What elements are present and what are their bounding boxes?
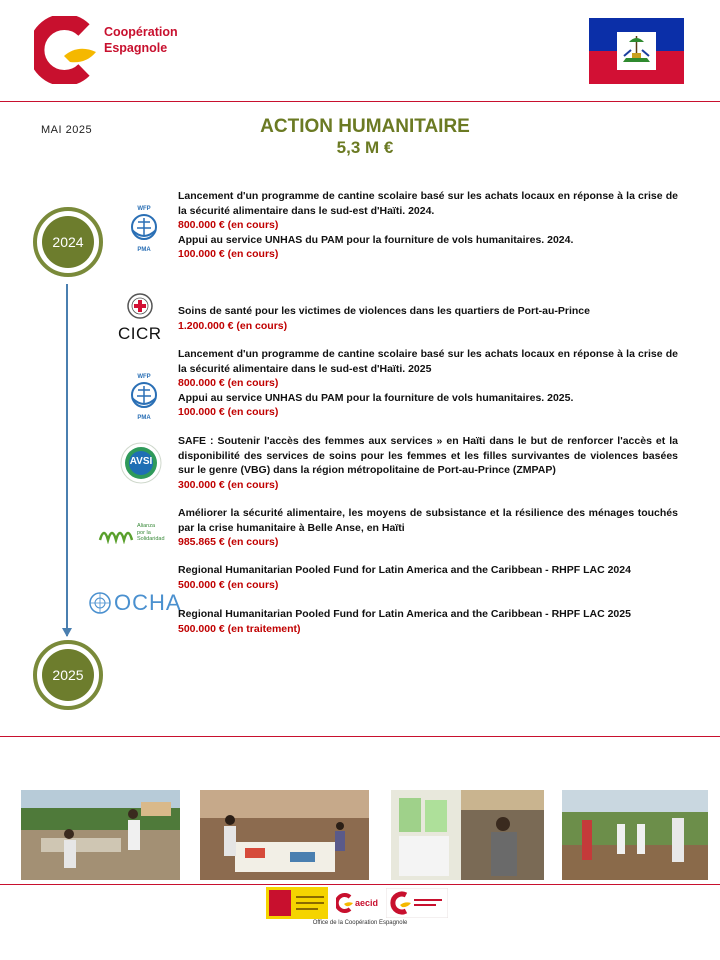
aecid-emblem-icon bbox=[336, 893, 354, 913]
total-amount: 5,3 M € bbox=[336, 138, 394, 157]
brand-name-line1: Coopération bbox=[104, 25, 178, 39]
entry-description: Améliorer la sécurité alimentaire, les moyens de subsistance et la résilience des ménages touchés par la crise humanitaire à Belle Anse, en Haïti bbox=[178, 507, 678, 534]
report-date: MAI 2025 bbox=[41, 124, 93, 136]
entry-amount: 1.200.000 € (en cours) bbox=[178, 319, 288, 332]
wfp-logo bbox=[126, 374, 162, 421]
cooperacion-espanola-small-logo-icon bbox=[386, 888, 448, 918]
entry-amount: 500.000 € (en cours) bbox=[178, 578, 279, 591]
alianza-label-line3: Solidaridad bbox=[137, 536, 165, 543]
entry-alianza bbox=[178, 506, 678, 550]
cicr-logo bbox=[118, 293, 162, 344]
timeline-arrow-icon bbox=[62, 628, 72, 637]
alianza-label-line2: por la bbox=[137, 529, 151, 536]
year-2024-badge bbox=[33, 207, 103, 277]
wfp-logo bbox=[126, 206, 162, 253]
photo-hygiene-kits bbox=[391, 790, 544, 880]
entry-amount: 100.000 € (en cours) bbox=[178, 248, 279, 260]
entry-wfp-2024 bbox=[178, 189, 678, 262]
brand-name-line2: Espagnole bbox=[104, 41, 168, 55]
un-emblem-icon bbox=[88, 591, 112, 615]
entry-description: Lancement d'un programme de cantine scolaire basé sur les achats locaux en réponse à la crise de la sécurité alimentaire dans le sud-est d'Haïti. 2024. bbox=[178, 190, 678, 217]
year-2024-label: 2024 bbox=[42, 216, 94, 268]
wfp-label-bottom: PMA bbox=[137, 415, 151, 421]
avsi-label: AVSI bbox=[129, 456, 153, 467]
haiti-flag-icon bbox=[589, 18, 684, 84]
ocha-label: OCHA bbox=[114, 590, 182, 615]
content-divider bbox=[0, 736, 720, 737]
footer-caption: Office de la Coopération Espagnole bbox=[312, 920, 408, 926]
entry-description: Soins de santé pour les victimes de violences dans les quartiers de Port-au-Prince bbox=[178, 305, 590, 317]
entry-amount: 800.000 € (en cours) bbox=[178, 219, 279, 231]
timeline-line bbox=[66, 284, 68, 636]
entry-amount: 300.000 € (en cours) bbox=[178, 478, 279, 491]
entry-amount: 500.000 € (en traitement) bbox=[178, 622, 301, 635]
alianza-label-line1: Alianza bbox=[137, 523, 156, 530]
year-2025-label: 2025 bbox=[42, 649, 94, 701]
year-2025-badge bbox=[33, 640, 103, 710]
entry-wfp-2025 bbox=[178, 347, 678, 420]
entry-ocha-2024 bbox=[178, 563, 678, 592]
header-divider bbox=[0, 101, 720, 102]
footer-logos bbox=[266, 887, 454, 919]
entry-description: SAFE : Soutenir l'accès des femmes aux services » en Haïti dans le but de renforcer l'accès et la disponibilité des services de soins pour les femmes et les filles survivantes de violences basées sur le genre (VBG) dans la région métropolitaine de Port-au-Prince (ZMPAP) bbox=[178, 435, 678, 476]
entry-description: Regional Humanitarian Pooled Fund for Latin America and the Caribbean - RHPF LAC 2024 bbox=[178, 564, 631, 576]
cicr-label: CICR bbox=[118, 324, 162, 343]
entry-ocha-2025 bbox=[178, 607, 678, 636]
aecid-label: aecid bbox=[355, 898, 379, 908]
footer-divider bbox=[0, 884, 720, 885]
red-cross-icon bbox=[126, 293, 154, 319]
alianza-emblem-icon bbox=[98, 522, 134, 544]
photo-community-meeting bbox=[200, 790, 369, 880]
photo-field-visit bbox=[562, 790, 708, 880]
alianza-label bbox=[137, 523, 165, 543]
photo-handwashing-station bbox=[21, 790, 180, 880]
entry-amount: 985.865 € (en cours) bbox=[178, 536, 279, 548]
entry-description: Regional Humanitarian Pooled Fund for Latin America and the Caribbean - RHPF LAC 2025 bbox=[178, 608, 631, 620]
wfp-emblem-icon bbox=[126, 380, 162, 410]
entry-amount: 800.000 € (en cours) bbox=[178, 377, 279, 389]
aecid-logo bbox=[336, 893, 378, 913]
cooperacion-espanola-logo-icon bbox=[34, 16, 98, 84]
alianza-logo bbox=[98, 522, 165, 544]
entry-description: Lancement d'un programme de cantine scolaire basé sur les achats locaux en réponse à la crise de la sécurité alimentaire dans le sud-est d'Haïti. 2025 bbox=[178, 348, 678, 375]
wfp-label-bottom: PMA bbox=[137, 247, 151, 253]
page-title: ACTION HUMANITAIRE bbox=[260, 116, 470, 137]
embassy-of-spain-logo-icon bbox=[266, 887, 328, 919]
wfp-label-top: WFP bbox=[137, 374, 151, 380]
ocha-logo bbox=[88, 590, 182, 616]
entry-description: Appui au service UNHAS du PAM pour la fourniture de vols humanitaires. 2025. bbox=[178, 391, 574, 404]
wfp-label-top: WFP bbox=[137, 206, 151, 212]
entry-amount: 100.000 € (en cours) bbox=[178, 406, 279, 418]
entry-description: Appui au service UNHAS du PAM pour la fourniture de vols humanitaires. 2024. bbox=[178, 233, 574, 246]
entry-avsi bbox=[178, 434, 678, 492]
wfp-emblem-icon bbox=[126, 212, 162, 242]
brand-name bbox=[104, 24, 178, 56]
entry-cicr bbox=[178, 304, 678, 333]
